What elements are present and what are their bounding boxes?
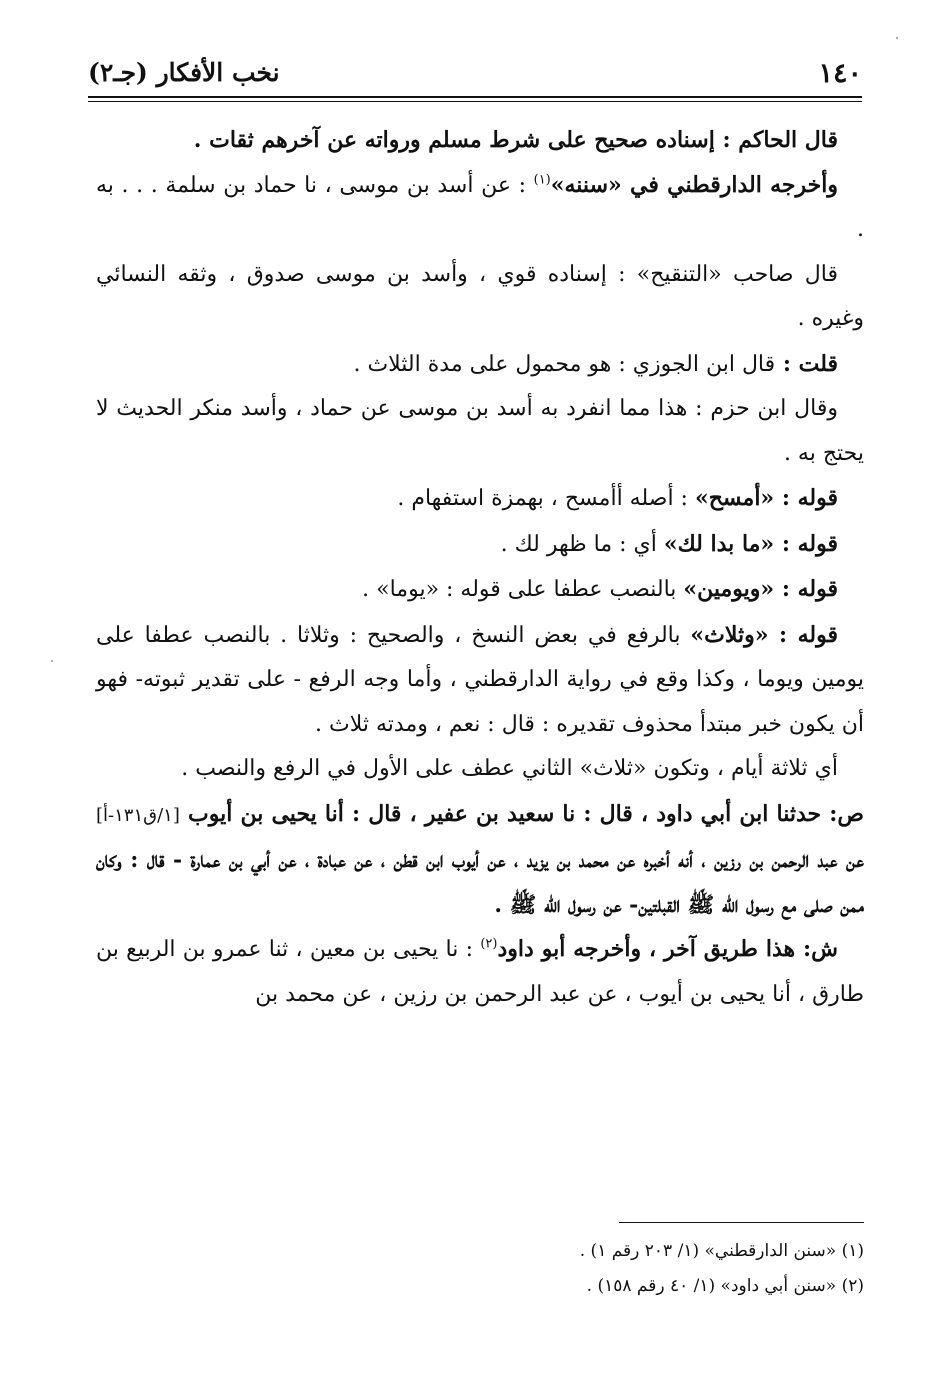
paragraph-lead: قوله : «أمسح» [694,485,838,511]
paragraph-lead: وأخرجه الدارقطني في «سننه» [550,171,838,198]
footnote-rule [619,1222,864,1223]
footnote-ref[interactable]: (١) [533,172,551,188]
paragraph-text: أي ثلاثة أيام ، وتكون «ثلاث» الثاني عطف على الأول في الرفع والنصب . [181,756,838,781]
paragraph-text: : نا يحيى بن معين ، ثنا عمرو بن الربيع بن طارق ، أنا يحيى بن أيوب ، عن عبد الرحمن بن رزين ، عن محمد بن [96,937,864,1007]
header-rule [88,96,862,98]
paragraph [96,476,864,522]
paragraph [96,118,864,163]
footnote: (١) «سنن الدارقطني» (١/ ٢٠٣ رقم ١) . [579,1241,864,1261]
paragraph-text: بالرفع في بعض النسخ ، والصحيح : وثلاثا . بالنصب عطفا على يومين ويوما ، وكذا وقع في رواية الدارقطني ، وأما وجه الرفع - على تقدير ثبوته- فهو أن يكون خبر مبتدأ محذوف تقديره : قال : نعم ، ومدته ثلاث . [96,622,864,737]
paragraph [96,927,864,1017]
paragraph-text: وقال ابن حزم : هذا مما انفرد به أسد بن موسى عن حماد ، وأسد منكر الحديث لا يحتج به . [96,396,864,466]
paragraph [96,613,864,748]
folio-marker: [١/ق١٣١-أ] [96,804,180,826]
scan-speck [51,660,53,662]
paragraph-text: : عن أسد بن موسى ، نا حماد بن سلمة . . . به . [96,172,864,242]
page-header [88,58,862,98]
paragraph [96,253,864,342]
paragraph-lead: قوله : «ما بدا لك» [663,530,838,557]
header-rule-thin [88,101,862,102]
scan-speck [896,37,898,39]
footnote-ref[interactable]: (٢) [480,936,498,952]
footnote: (٢) «سنن أبي داود» (١/ ٤٠ رقم ١٥٨) . [586,1276,864,1296]
paragraph-text: قال الحاكم : إسناده صحيح على شرط مسلم ورواته عن آخرهم ثقات . [193,127,838,153]
running-title: نخب الأفكار (جـ٢) [88,58,280,87]
paragraph [96,747,864,792]
paragraph [96,792,864,928]
footnotes [96,1234,864,1304]
paragraph [96,342,864,388]
page-number: ١٤٠ [818,58,862,89]
paragraph-text: بالنصب عطفا على قوله : «يوما» . [362,577,684,602]
paragraph-text: ص: حدثنا ابن أبي داود ، قال : نا سعيد بن عفير ، قال : أنا يحيى بن أيوب [179,800,864,827]
paragraph [96,567,864,613]
paragraph [96,522,864,568]
paragraph-text: أي : ما ظهر لك . [500,531,664,557]
paragraph [96,163,864,253]
paragraph [96,387,864,476]
paragraph-lead: قوله : «ويومين» [683,576,838,602]
paragraph-text: عن عبد الرحمن بن رزين ، أنه أخبره عن محمد بن يزيد ، عن أيوب ابن قطن ، عن عبادة ، عن أبي بن عمارة - قال : وكان ممن صلى مع رسول الله ﷺ القبلتين- عن رسول الله ﷺ . [96,847,864,918]
paragraph-lead: ش: هذا طريق آخر ، وأخرجه أبو داود [497,936,838,962]
paragraph-text: : أصله أأمسح ، بهمزة استفهام . [397,486,695,511]
main-text [96,118,864,1017]
paragraph-text: قال ابن الجوزي : هو محمول على مدة الثلاث . [353,351,776,377]
paragraph-text: قال صاحب «التنقيح» : إسناده قوي ، وأسد بن موسى صدوق ، وثقه النسائي وغيره . [96,261,864,331]
paragraph-lead: قلت : [775,350,838,377]
paragraph-lead: قوله : «وثلاث» [690,621,838,648]
